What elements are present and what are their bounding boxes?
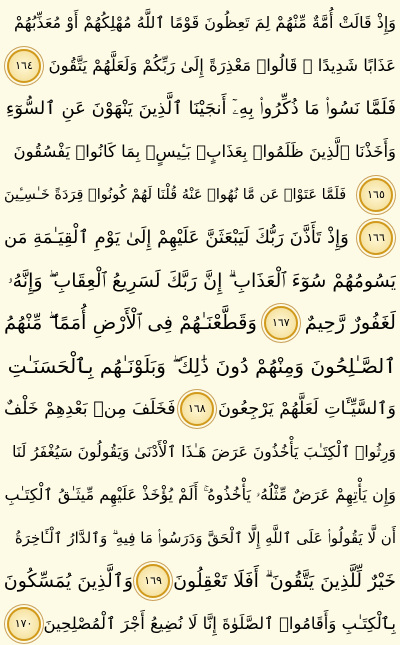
verse-line	[4, 560, 396, 602]
verse-text: وَٱلَّذِينَ يُمَسِّكُونَ	[4, 569, 134, 592]
verse-text: فَلَمَّا عَتَوْا۟ عَن مَّا نُهُوا۟ عَنْهُ قُلْنَا لَهُمْ كُونُوا۟ قِرَدَةً خَـٰسِـِٔينَ	[4, 186, 347, 203]
verse-text: وَإِذْ قَالَتْ أُمَّةٌ مِّنْهُمْ لِمَ تَعِظُونَ قَوْمًا ٱللَّهُ مُهْلِكُهُمْ أَوْ مُعَذِّبُهُمْ	[13, 13, 396, 32]
verse-text: بِٱلْكِتَـٰبِ وَأَقَامُوا۟ ٱلصَّلَوٰةَ إِنَّا لَا نُضِيعُ أَجْرَ ٱلْمُصْلِحِينَ	[43, 613, 396, 633]
verse-text: ٱلصَّـٰلِحُونَ وَمِنْهُمْ دُونَ ذَٰلِكَ ۖ وَبَلَوْنَـٰهُم بِٱلْحَسَنَـٰتِ	[7, 354, 396, 379]
verse-line	[4, 517, 396, 559]
verse-text: وَقَطَّعْنَـٰهُمْ فِى ٱلْأَرْضِ أُمَمًا ۖ مِّنْهُمُ	[4, 311, 257, 335]
ayah-number-marker: ١٦٥	[359, 178, 393, 212]
verse-text: عَذَابًا شَدِيدًا ۖ قَالُوا۟ مَعْذِرَةً إِلَىٰ رَبِّكُمْ وَلَعَلَّهُمْ يَتَّقُونَ	[48, 55, 396, 75]
verse-text: لَغَفُورٌ رَّحِيمٌ	[304, 311, 396, 335]
verse-text: وَإِن يَأْتِهِمْ عَرَضٌ مِّثْلُهُۥ يَأْخُذُوهُ ۚ أَلَمْ يُؤْخَذْ عَلَيْهِم مِّيثَـٰقُ ٱلْكِتَـٰبِ	[4, 485, 396, 505]
verse-line	[4, 431, 396, 473]
verse-text: وَٱلسَّيِّـَٔاتِ لَعَلَّهُمْ يَرْجِعُونَ	[218, 399, 396, 420]
ayah-number-marker: ١٦٩	[136, 564, 170, 598]
verse-line	[4, 174, 396, 216]
verse-text: وَرِثُوا۟ ٱلْكِتَـٰبَ يَأْخُذُونَ عَرَضَ هَـٰذَا ٱلْأَدْنَىٰ وَيَقُولُونَ سَيُغْفَرُ لَنَا	[12, 443, 396, 462]
verse-line	[4, 217, 396, 259]
verse-text: يَسُومُهُمْ سُوٓءَ ٱلْعَذَابِ ۗ إِنَّ رَبَّكَ لَسَرِيعُ ٱلْعِقَابِ ۖ وَإِنَّهُۥ	[7, 269, 396, 292]
verse-text: وَإِذْ تَأَذَّنَ رَبُّكَ لَيَبْعَثَنَّ عَلَيْهِمْ إِلَىٰ يَوْمِ ٱلْقِيَـٰمَةِ مَن	[4, 226, 349, 248]
verse-line	[4, 88, 396, 130]
verse-line	[4, 603, 396, 645]
verse-text: أَن لَّا يَقُولُوا۟ عَلَى ٱللَّهِ إِلَّا ٱلْحَقَّ وَدَرَسُوا۟ مَا فِيهِ ۗ وَٱلدَّارُ ٱلْـَٔاخِرَةُ	[14, 529, 396, 548]
verse-text: فَلَمَّا نَسُوا۟ مَا ذُكِّرُوا۟ بِهِۦٓ أَنجَيْنَا ٱلَّذِينَ يَنْهَوْنَ عَنِ ٱلسُّوٓءِ	[5, 97, 396, 119]
verse-line	[4, 131, 396, 173]
verse-line	[4, 345, 396, 387]
ayah-number-marker: ١٦٨	[180, 392, 214, 426]
ayah-number-marker: ١٦٤	[7, 49, 41, 83]
ayah-number-marker: ١٦٦	[359, 221, 393, 255]
ayah-number-marker: ١٧٠	[7, 607, 41, 641]
verse-line	[4, 260, 396, 302]
verse-text: وَأَخَذْنَا ٱلَّذِينَ ظَلَمُوا۟ بِعَذَابٍۭ بَـِٔيسٍۭ بِمَا كَانُوا۟ يَفْسُقُونَ	[13, 141, 396, 161]
verse-line	[4, 2, 396, 44]
verse-line	[4, 45, 396, 87]
verse-line	[4, 302, 396, 344]
verse-text: فَخَلَفَ مِنۢ بَعْدِهِمْ خَلْفٌ	[4, 399, 176, 420]
verse-text: خَيْرٌ لِّلَّذِينَ يَتَّقُونَ ۗ أَفَلَا تَعْقِلُونَ	[173, 569, 396, 592]
ayah-number-marker: ١٦٧	[264, 306, 298, 340]
verse-line	[4, 474, 396, 516]
verse-line	[4, 388, 396, 430]
